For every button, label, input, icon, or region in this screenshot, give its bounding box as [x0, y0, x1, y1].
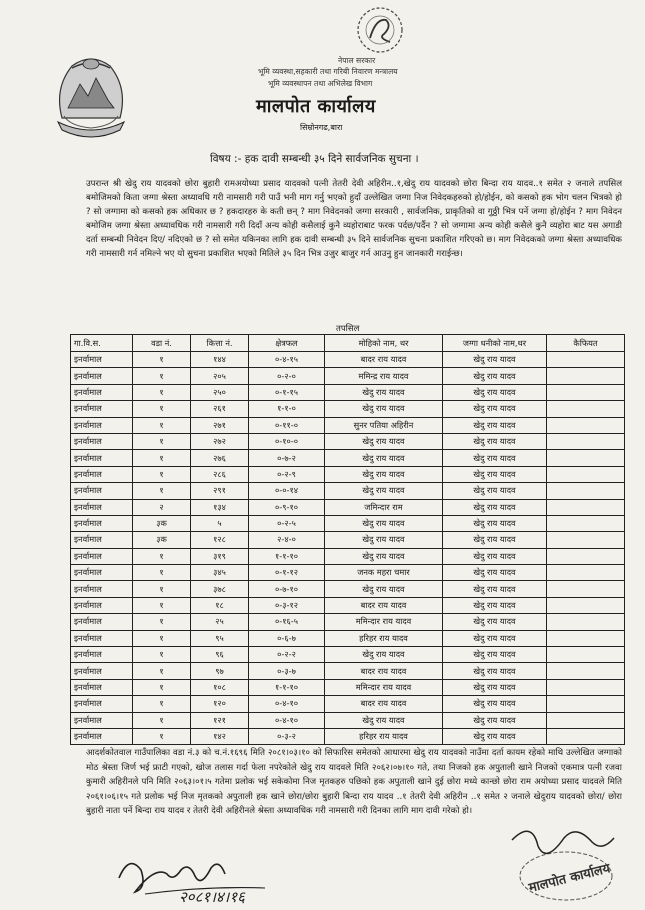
cell-owner: खेदु राय यादव: [443, 515, 547, 531]
cell-vdc: इनर्वामाल: [71, 368, 133, 384]
cell-ward: ३क: [133, 532, 191, 548]
cell-plot: १८: [191, 597, 249, 613]
office-stamp-signature: [502, 820, 622, 906]
cell-tenant: हरिहर राय यादव: [325, 728, 443, 744]
cell-area: ०-४-१०: [249, 712, 325, 728]
cell-owner: खेदु राय यादव: [443, 368, 547, 384]
cell-area: ०-९-१०: [249, 499, 325, 515]
cell-vdc: इनर्वामाल: [71, 597, 133, 613]
cell-plot: १०८: [191, 679, 249, 695]
cell-remarks: [547, 630, 625, 646]
cell-remarks: [547, 417, 625, 433]
cell-vdc: इनर्वामाल: [71, 466, 133, 482]
table-row: [71, 384, 625, 400]
cell-ward: १: [133, 597, 191, 613]
cell-tenant: खेदु राय यादव: [325, 712, 443, 728]
table-row: [71, 450, 625, 466]
cell-vdc: इनर्वामाल: [71, 728, 133, 744]
table-row: [71, 417, 625, 433]
cell-ward: १: [133, 450, 191, 466]
cell-remarks: [547, 368, 625, 384]
table-row: [71, 515, 625, 531]
cell-area: ०-२-५: [249, 515, 325, 531]
cell-remarks: [547, 352, 625, 368]
table-row: [71, 499, 625, 515]
cell-ward: १: [133, 647, 191, 663]
cell-remarks: [547, 663, 625, 679]
cell-area: ०-१०-०: [249, 433, 325, 449]
cell-plot: २७१: [191, 417, 249, 433]
cell-remarks: [547, 597, 625, 613]
cell-ward: ३क: [133, 515, 191, 531]
table-row: [71, 663, 625, 679]
cell-tenant: खेदु राय यादव: [325, 483, 443, 499]
table-row: [71, 597, 625, 613]
cell-vdc: इनर्वामाल: [71, 663, 133, 679]
cell-plot: २८६: [191, 466, 249, 482]
cell-remarks: [547, 565, 625, 581]
stamp-text: मालपोत कार्यालय: [527, 861, 612, 896]
cell-area: १-१-०: [249, 401, 325, 417]
cell-area: ०-२-९: [249, 466, 325, 482]
cell-tenant: जनक महरा चमार: [325, 565, 443, 581]
cell-tenant: ममिन्द्र राय यादव: [325, 368, 443, 384]
cell-plot: ३१९: [191, 548, 249, 564]
cell-remarks: [547, 679, 625, 695]
cell-plot: २७६: [191, 450, 249, 466]
table-row: [71, 728, 625, 744]
cell-ward: १: [133, 581, 191, 597]
cell-remarks: [547, 712, 625, 728]
cell-plot: ३७८: [191, 581, 249, 597]
cell-owner: खेदु राय यादव: [443, 483, 547, 499]
cell-vdc: इनर्वामाल: [71, 647, 133, 663]
cell-ward: १: [133, 466, 191, 482]
cell-owner: खेदु राय यादव: [443, 352, 547, 368]
cell-ward: १: [133, 728, 191, 744]
table-row: [71, 368, 625, 384]
cell-owner: खेदु राय यादव: [443, 647, 547, 663]
cell-ward: १: [133, 614, 191, 630]
cell-tenant: सुनर पतिया अहिरीन: [325, 417, 443, 433]
cell-vdc: इनर्वामाल: [71, 581, 133, 597]
notice-subject: विषय :- हक दावी सम्बन्धी ३५ दिने सार्वजनिक सुचना ।: [210, 153, 419, 165]
cell-remarks: [547, 483, 625, 499]
notice-body: उपरान्त श्री खेदु राय यादवको छोरा बुहारी रामअयोध्या प्रसाद यादवको पत्नी तेतरी देवी अहिरीन..१,खेदु राय यादवको छोरा बिन्दा राय यादव..१ समेत २ जनाले तपसिल बमोजिमको किता जग्गा श्रेस्ता अध्यावधि गरी नामसारी गरी पाउँ भनी माग गर्नु भएको हुदाँ उल्लेखित जग्गा निज निवेदकहरुको हो/होईन, को कसको हक भोग चलन भित्रको हो ? सो जग्गामा को कसको हक अधिकार छ ? हकदारहरु के कती छन् ? माग निवेदनको जग्गा सरकारी , सार्वजनिक, प्राकृतिको वा गुठ्ठी भित्र पर्ने जग्गा हो/होईन ? माग निवेदन बमोजिम जग्गा श्रेस्ता अध्यावधिक गरी नामसारी गरी दिदाँ अन्य कोही कसैलाई कुनै व्यहोराबाट फरक पर्दछ/पर्दैन ? सो जग्गामा अन्य कोही कसैले कुनै व्यहोरा बाट यस अगाडी दर्ता सम्बन्धी निवेदन दिए/ नदिएको छ ? सो समेत यकिनका लागि हक दावी सम्बन्धी ३५ दिने सार्वजनिक सुचना प्रकाशित गरिएको छ। माग निवेदकको जग्गा श्रेस्ता अध्यावधिक गरी नामसारी गर्न नमिल्ने भए यो सुचना प्रकाशित भएको मितिले ३५ दिन भित्र उजुर बाजुर गर्न आउनु हुन जानकारी गराईन्छ।: [86, 179, 622, 259]
cell-plot: १४२: [191, 728, 249, 744]
cell-area: ०-६-७: [249, 630, 325, 646]
cell-ward: १: [133, 663, 191, 679]
cell-vdc: इनर्वामाल: [71, 696, 133, 712]
cell-tenant: खेदु राय यादव: [325, 532, 443, 548]
table-row: [71, 401, 625, 417]
table-row: [71, 581, 625, 597]
cell-plot: १२०: [191, 696, 249, 712]
cell-ward: १: [133, 696, 191, 712]
cell-area: ०-२-२: [249, 647, 325, 663]
cell-tenant: खेदु राय यादव: [325, 466, 443, 482]
cell-owner: खेदु राय यादव: [443, 728, 547, 744]
office-title: मालपोत कार्यालय: [256, 96, 376, 117]
tapasil-label: तपसिल: [336, 324, 360, 334]
cell-remarks: [547, 647, 625, 663]
land-records-table: [70, 334, 625, 745]
table-row: [71, 614, 625, 630]
table-row: [71, 483, 625, 499]
cell-tenant: ममिन्दार राय यादव: [325, 614, 443, 630]
cell-owner: खेदु राय यादव: [443, 384, 547, 400]
cell-vdc: इनर्वामाल: [71, 548, 133, 564]
cell-ward: १: [133, 679, 191, 695]
table-row: [71, 565, 625, 581]
cell-vdc: इनर्वामाल: [71, 384, 133, 400]
cell-remarks: [547, 515, 625, 531]
cell-owner: खेदु राय यादव: [443, 466, 547, 482]
cell-plot: १३४: [191, 499, 249, 515]
cell-owner: खेदु राय यादव: [443, 450, 547, 466]
cell-plot: २६१: [191, 401, 249, 417]
cell-tenant: बादर राय यादव: [325, 696, 443, 712]
table-row: [71, 466, 625, 482]
cell-owner: खेदु राय यादव: [443, 597, 547, 613]
cell-area: ०-७-१०: [249, 581, 325, 597]
table-row: [71, 630, 625, 646]
cell-area: १-१-१०: [249, 548, 325, 564]
cell-tenant: ममिन्दार राय यादव: [325, 679, 443, 695]
cell-remarks: [547, 433, 625, 449]
cell-area: ०-३-१२: [249, 597, 325, 613]
nepal-emblem-icon: [50, 48, 132, 140]
cell-remarks: [547, 466, 625, 482]
cell-area: १-१-१०: [249, 679, 325, 695]
cell-tenant: खेदु राय यादव: [325, 384, 443, 400]
cell-owner: खेदु राय यादव: [443, 663, 547, 679]
cell-ward: २: [133, 499, 191, 515]
signature-date: २०८१।४।१६: [179, 888, 245, 906]
cell-tenant: बादर राय यादव: [325, 597, 443, 613]
cell-owner: खेदु राय यादव: [443, 532, 547, 548]
cell-plot: २०५: [191, 368, 249, 384]
cell-area: २-४-०: [249, 532, 325, 548]
cell-ward: १: [133, 548, 191, 564]
cell-plot: १२१: [191, 712, 249, 728]
cell-remarks: [547, 401, 625, 417]
table-row: [71, 532, 625, 548]
cell-remarks: [547, 614, 625, 630]
col-header-plot: कित्ता नं.: [191, 335, 249, 352]
cell-plot: १४४: [191, 352, 249, 368]
cell-area: ०-४-१५: [249, 352, 325, 368]
col-header-remarks: कैफियत: [547, 335, 625, 352]
table-header-row: [71, 335, 625, 352]
cell-remarks: [547, 581, 625, 597]
cell-tenant: जमिन्दार राम: [325, 499, 443, 515]
cell-plot: ९५: [191, 630, 249, 646]
cell-tenant: खेदु राय यादव: [325, 401, 443, 417]
cell-ward: १: [133, 384, 191, 400]
notice-footer: आदर्शकोतवाल गाउँपालिका वडा नं.३ को च.नं.१६९६ मिति २०८१।०३।१० को सिफारिस समेतको आधारमा खेदु राय यादवको नाउँमा दर्ता कायम रहेको माथि उल्लेखित जग्गाको मोठ श्रेस्ता जिर्ण भई फ्राटी गएको, खोज तलास गर्दा फेला नपरेकोले खेदु राय यादवले मिति २०६२।०७।१० गते, तथा निजको हक अपुताली खाने निजको एकमात्र पत्नी रजवा कुमारी अहिरीनले पनि मिति २०६३।०१।५ गतेमा प्रलोक भई सकेकोमा निज मृतकहरु पछिको हक अपुताली खाने दुई छोरा मध्ये कान्छो छोरा राम अयोध्या प्रसाद यादवले मिति २०६१।०६।१५ गते प्रलोक भई निज मृतकको अपुताली हक खाने छोरा/छोरा बुहारी बिन्दा राय यादव ..१ तेतरी देवी अहिरीन ..१ समेत २ जनाले खेदुराय यादवको छोरा/ छोरा बुहारी नाता पर्ने बिन्दा राय यादव र तेतरी देवी अहिरीनले श्रेस्ता अध्यावधिक गरी नामसारी गरी दिनका लागि माग दावी गरेको हो।: [86, 748, 622, 817]
cell-plot: १२८: [191, 532, 249, 548]
cell-area: ०-३-७: [249, 663, 325, 679]
cell-owner: खेदु राय यादव: [443, 696, 547, 712]
cell-vdc: इनर्वामाल: [71, 712, 133, 728]
cell-ward: १: [133, 483, 191, 499]
cell-tenant: बादर राय यादव: [325, 663, 443, 679]
table-row: [71, 679, 625, 695]
cell-owner: खेदु राय यादव: [443, 679, 547, 695]
cell-plot: २७२: [191, 433, 249, 449]
cell-plot: ९६: [191, 647, 249, 663]
cell-vdc: इनर्वामाल: [71, 352, 133, 368]
cell-tenant: खेदु राय यादव: [325, 515, 443, 531]
cell-tenant: खेदु राय यादव: [325, 433, 443, 449]
cell-plot: २५: [191, 614, 249, 630]
officer-signature: [115, 848, 315, 908]
cell-area: ०-०-१४: [249, 483, 325, 499]
cell-remarks: [547, 532, 625, 548]
cell-vdc: इनर्वामाल: [71, 450, 133, 466]
cell-remarks: [547, 548, 625, 564]
cell-owner: खेदु राय यादव: [443, 565, 547, 581]
col-header-tenant: मोहिको नाम, थर: [325, 335, 443, 352]
table-row: [71, 712, 625, 728]
cell-tenant: हरिहर राय यादव: [325, 630, 443, 646]
cell-plot: ९७: [191, 663, 249, 679]
cell-owner: खेदु राय यादव: [443, 581, 547, 597]
cell-vdc: इनर्वामाल: [71, 565, 133, 581]
cell-vdc: इनर्वामाल: [71, 679, 133, 695]
cell-tenant: खेदु राय यादव: [325, 581, 443, 597]
cell-remarks: [547, 728, 625, 744]
col-header-vdc: गा.वि.स.: [71, 335, 133, 352]
cell-area: ०-४-१०: [249, 696, 325, 712]
header-line-1: नेपाल सरकार: [338, 56, 376, 65]
cell-ward: १: [133, 433, 191, 449]
cell-owner: खेदु राय यादव: [443, 712, 547, 728]
cell-plot: ३४५: [191, 565, 249, 581]
cell-tenant: खेदु राय यादव: [325, 450, 443, 466]
cell-ward: १: [133, 401, 191, 417]
cell-remarks: [547, 384, 625, 400]
cell-area: ०-२-०: [249, 368, 325, 384]
cell-tenant: खेदु राय यादव: [325, 647, 443, 663]
cell-tenant: बादर राय यादव: [325, 352, 443, 368]
cell-area: ०-७-२: [249, 450, 325, 466]
cell-area: ०-३-२: [249, 728, 325, 744]
col-header-ward: वडा नं.: [133, 335, 191, 352]
cell-area: ०-११-०: [249, 417, 325, 433]
cell-vdc: इनर्वामाल: [71, 483, 133, 499]
cell-ward: १: [133, 368, 191, 384]
cell-area: ०-१-१५: [249, 384, 325, 400]
header-line-3: भूमि व्यवस्थापन तथा अभिलेख विभाग: [268, 79, 373, 88]
cell-area: ०-१-१२: [249, 565, 325, 581]
cell-owner: खेदु राय यादव: [443, 401, 547, 417]
table-row: [71, 433, 625, 449]
cell-owner: खेदु राय यादव: [443, 433, 547, 449]
col-header-owner: जग्गा धनीको नाम,थर: [443, 335, 547, 352]
cell-remarks: [547, 499, 625, 515]
cell-vdc: इनर्वामाल: [71, 532, 133, 548]
cell-vdc: इनर्वामाल: [71, 433, 133, 449]
cell-owner: खेदु राय यादव: [443, 499, 547, 515]
cell-plot: २९१: [191, 483, 249, 499]
cell-plot: ५: [191, 515, 249, 531]
cell-ward: १: [133, 630, 191, 646]
cell-vdc: इनर्वामाल: [71, 614, 133, 630]
cell-vdc: इनर्वामाल: [71, 417, 133, 433]
col-header-area: क्षेत्रफल: [249, 335, 325, 352]
table-row: [71, 352, 625, 368]
cell-owner: खेदु राय यादव: [443, 417, 547, 433]
table-row: [71, 548, 625, 564]
header-line-2: भूमि व्यवस्था,सहकारी तथा गरिबी निवारण मन्त्रालय: [258, 67, 398, 76]
table-row: [71, 696, 625, 712]
cell-area: ०-१६-५: [249, 614, 325, 630]
cell-remarks: [547, 696, 625, 712]
cell-ward: १: [133, 352, 191, 368]
cell-vdc: इनर्वामाल: [71, 515, 133, 531]
cell-owner: खेदु राय यादव: [443, 548, 547, 564]
cell-plot: २५०: [191, 384, 249, 400]
cell-tenant: खेदु राय यादव: [325, 548, 443, 564]
cell-ward: १: [133, 417, 191, 433]
cell-vdc: इनर्वामाल: [71, 630, 133, 646]
cell-vdc: इनर्वामाल: [71, 499, 133, 515]
cell-ward: १: [133, 712, 191, 728]
cell-ward: १: [133, 565, 191, 581]
table-row: [71, 647, 625, 663]
office-seal-icon: [346, 4, 414, 56]
cell-remarks: [547, 450, 625, 466]
office-address: सिम्रोनगढ,बारा: [300, 123, 343, 132]
cell-owner: खेदु राय यादव: [443, 630, 547, 646]
cell-vdc: इनर्वामाल: [71, 401, 133, 417]
cell-owner: खेदु राय यादव: [443, 614, 547, 630]
